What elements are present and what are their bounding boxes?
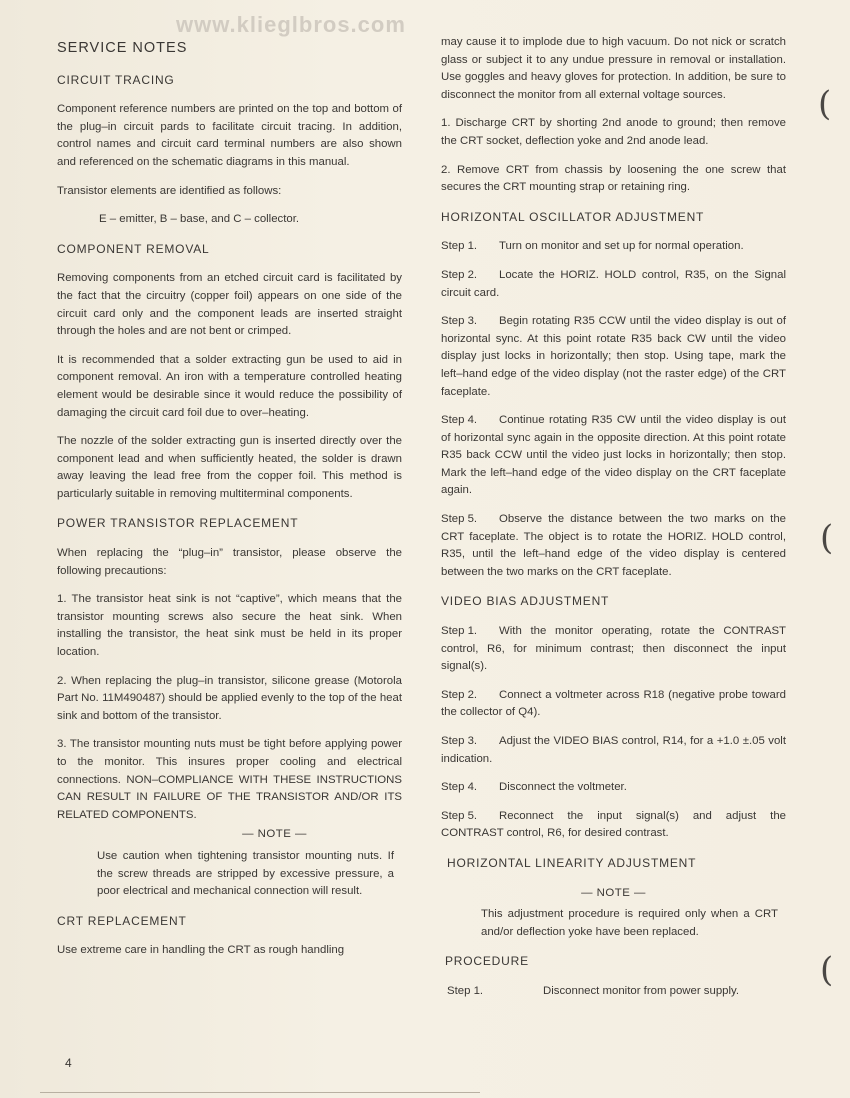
step-label: Step 2.: [441, 688, 478, 701]
page-number: 4: [65, 1056, 72, 1070]
procedure-step-1-text: Disconnect monitor from power supply.: [543, 984, 740, 997]
crt-replacement-heading: CRT REPLACEMENT: [57, 913, 187, 928]
binding-mark-middle: (: [820, 518, 834, 558]
binding-mark-bottom: (: [820, 950, 834, 990]
crt-step-1: 1. Discharge CRT by shorting 2nd anode to ground; then remove the CRT socket, deflection yoke and 2nd anode lead.: [441, 117, 786, 147]
power-transistor-intro: When replacing the “plug–in” transistor, please observe the following precautions:: [57, 547, 402, 577]
step-label: Step 2.: [441, 268, 478, 281]
binding-mark-top: (: [818, 84, 832, 124]
procedure-step-1-label: Step 1.: [447, 984, 484, 997]
circuit-tracing-paragraph: Component reference numbers are printed on the top and bottom of the plug–in circuit pards to facilitate circuit tracing. In addition, control names and circuit card terminal numbers are also shown and referenced on the schematic diagrams in this manual.: [57, 103, 402, 168]
procedure-step-1: [441, 983, 786, 1001]
component-removal-paragraph-1: Removing components from an etched circuit card is facilitated by the fact that the circuitry (copper foil) appears on one side of the circuit card only and the component leads are inserted straight through the holes and are not bent or crimped.: [57, 272, 402, 338]
step-item: [441, 412, 786, 500]
step-label: Step 4.: [441, 414, 478, 427]
crt-step-2: 2. Remove CRT from chassis by loosening the one screw that secures the CRT mounting strap or retaining ring.: [441, 163, 786, 194]
right-column: [441, 34, 786, 1012]
step-item: [441, 267, 786, 302]
step-item: [441, 238, 786, 256]
transistor-elements-paragraph: Transistor elements are identified as follows:: [57, 184, 282, 197]
power-transistor-item-2: 2. When replacing the plug–in transistor, silicone grease (Motorola Part No. 11M490487) should be applied evenly to the top of the heat sink and bottom of the transistor.: [57, 674, 402, 722]
service-notes-heading: SERVICE NOTES: [57, 40, 188, 56]
component-removal-paragraph-3: The nozzle of the solder extracting gun is inserted directly over the component lead and when sufficiently heated, the solder is drawn away leaving the lead free from the copper foil. This method is particularly suitable in removing multiterminal components.: [57, 435, 402, 500]
component-removal-paragraph-2: It is recommended that a solder extracting gun be used to aid in component removal. An iron with a temperature controlled heating element would be desirable since it would reduce the possibility of damaging the circuit card foil due to over–heating.: [57, 353, 402, 419]
crt-replacement-continued: may cause it to implode due to high vacuum. Do not nick or scratch glass or subject it to any undue pressure in removal or installation. Use goggles and heavy gloves for protection. In addition, be sure to disconnect the monitor from all external voltage sources.: [441, 36, 786, 101]
step-text: Observe the distance between the two marks on the CRT faceplate. The object is to rotate the HORIZ. HOLD control, R35, until the left–hand edge of the video display is centered between the two marks on the CRT faceplate.: [441, 513, 786, 578]
linearity-note-body: This adjustment procedure is required only when a CRT and/or deflection yoke have been replaced.: [481, 908, 778, 938]
video-bias-heading: VIDEO BIAS ADJUSTMENT: [441, 594, 610, 609]
step-text: Connect a voltmeter across R18 (negative probe toward the collector of Q4).: [441, 688, 786, 719]
bottom-rule: [40, 1092, 480, 1093]
video-bias-steps: [441, 623, 786, 843]
step-item: [441, 808, 786, 843]
step-label: Step 5.: [441, 513, 478, 526]
horizontal-oscillator-heading: HORIZONTAL OSCILLATOR ADJUSTMENT: [441, 209, 705, 224]
circuit-tracing-heading: CIRCUIT TRACING: [57, 72, 175, 87]
note-body: Use caution when tightening transistor mounting nuts. If the screw threads are stripped by excessive pressure, a poor electrical and mechanical connection will result.: [97, 849, 394, 898]
power-transistor-item-1: 1. The transistor heat sink is not “captive”, which means that the transistor mounting screws also secure the heat sink. When installing the transistor, the heat sink must be held in its proper location.: [57, 593, 402, 659]
power-transistor-item-3: 3. The transistor mounting nuts must be tight before applying power to the monitor. This insures proper cooling and electrical connections. NON–COMPLIANCE WITH THESE INSTRUCTIONS CAN RESULT IN FAILURE OF THE TRANSISTOR AND/OR ITS RELATED COMPONENTS.: [57, 738, 402, 821]
step-text: Continue rotating R35 CW until the video display is out of horizontal sync again in the opposite direction. At this point rotate R35 back CCW until the video just locks in horizontally; then stop. Mark the left–hand edge of the video display on the CRT faceplate again.: [441, 414, 786, 497]
step-label: Step 4.: [441, 781, 478, 794]
step-label: Step 1.: [441, 625, 478, 638]
step-item: [441, 779, 786, 797]
step-label: Step 3.: [441, 315, 478, 328]
step-item: [441, 511, 786, 581]
linearity-note-heading: — NOTE —: [581, 886, 646, 899]
step-item: [441, 623, 786, 676]
power-transistor-heading: POWER TRANSISTOR REPLACEMENT: [57, 516, 299, 531]
step-item: [441, 733, 786, 768]
procedure-heading: PROCEDURE: [445, 954, 529, 969]
step-text: With the monitor operating, rotate the CONTRAST control, R6, for minimum contrast; then disconnect the input signal(s).: [441, 625, 786, 673]
note-heading: — NOTE —: [242, 828, 307, 841]
step-label: Step 5.: [441, 809, 478, 822]
horizontal-linearity-heading: HORIZONTAL LINEARITY ADJUSTMENT: [447, 855, 697, 870]
component-removal-heading: COMPONENT REMOVAL: [57, 241, 210, 256]
horizontal-oscillator-steps: [441, 238, 786, 581]
left-column: [57, 34, 402, 971]
step-text: Locate the HORIZ. HOLD control, R35, on the Signal circuit card.: [441, 268, 786, 299]
crt-replacement-paragraph: Use extreme care in handling the CRT as rough handling: [57, 944, 345, 957]
step-item: [441, 313, 786, 401]
transistor-elements-list: E – emitter, B – base, and C – collector.: [99, 213, 300, 226]
step-text: Disconnect the voltmeter.: [499, 781, 627, 794]
step-label: Step 1.: [441, 240, 478, 253]
step-text: Begin rotating R35 CCW until the video display is out of horizontal sync. At this point rotate R35 back CW until the video display just locks in horizontally; then stop. Using tape, mark the left–hand edge of the video display (not the raster edge) of the CRT faceplate.: [441, 315, 786, 398]
step-text: Adjust the VIDEO BIAS control, R14, for a +1.0 ±.05 volt indication.: [441, 735, 786, 765]
step-label: Step 3.: [441, 735, 478, 747]
watermark: www.klieglbros.com: [176, 12, 406, 37]
step-text: Reconnect the input signal(s) and adjust the CONTRAST control, R6, for desired contrast.: [441, 809, 786, 840]
step-item: [441, 687, 786, 722]
step-text: Turn on monitor and set up for normal operation.: [499, 240, 744, 253]
